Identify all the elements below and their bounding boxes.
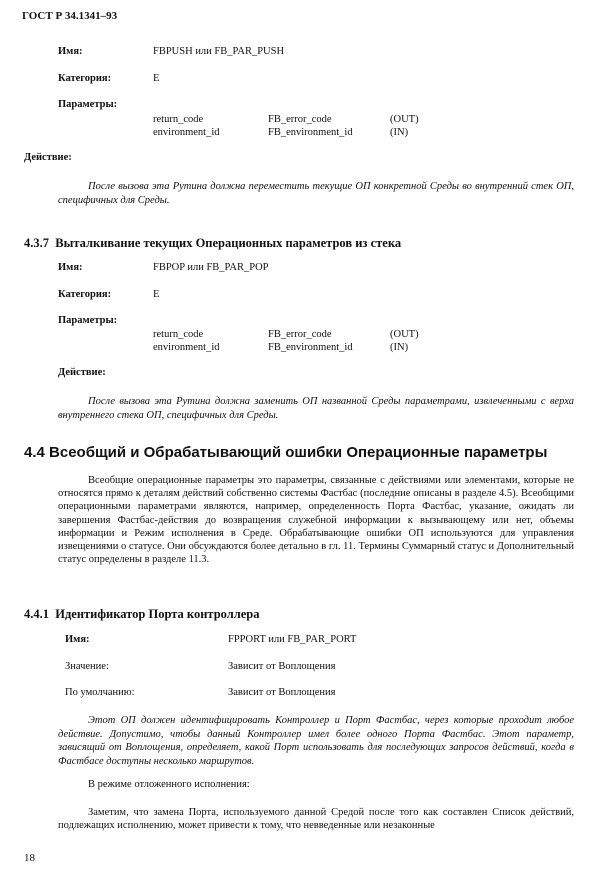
section-heading <box>24 607 260 622</box>
name-value: FBPUSH или FB_PAR_PUSH <box>153 46 285 57</box>
section-number: 4.4 <box>24 444 45 461</box>
default-label: По умолчанию: <box>65 687 135 698</box>
section-title: Выталкивание текущих Операционных параметров из стека <box>55 236 402 250</box>
deferred-text: В режиме отложенного исполнения: <box>88 779 250 790</box>
section-heading <box>24 444 547 461</box>
section-number: 4.4.1 <box>24 607 49 621</box>
param-dir: (OUT) <box>390 329 419 340</box>
param-name: return_code <box>153 114 204 125</box>
default-value: Зависит от Воплощения <box>228 687 336 698</box>
section-title: Всеобщий и Обрабатывающий ошибки Операционные параметры <box>49 444 548 461</box>
param-dir: (IN) <box>390 127 409 138</box>
name-label: Имя: <box>65 634 90 645</box>
section-heading <box>24 236 401 251</box>
page-number: 18 <box>24 852 35 864</box>
category-label: Категория: <box>58 289 112 300</box>
action-label: Действие: <box>58 367 106 378</box>
param-type: FB_error_code <box>268 329 332 340</box>
name-label: Имя: <box>58 262 83 273</box>
param-type: FB_environment_id <box>268 127 353 138</box>
name-label: Имя: <box>58 46 83 57</box>
param-name: environment_id <box>153 342 220 353</box>
param-dir: (IN) <box>390 342 409 353</box>
last-paragraph: Заметим, что замена Порта, используемого данной Средой после того как составлен Список действий, подлежащих исполнению, может привести к тому, что невведенные или незаконные <box>58 807 574 832</box>
category-value: E <box>153 73 160 84</box>
name-value: FBPOP или FB_PAR_POP <box>153 262 269 273</box>
param-name: return_code <box>153 329 204 340</box>
category-label: Категория: <box>58 73 112 84</box>
param-type: FB_environment_id <box>268 342 353 353</box>
params-label: Параметры: <box>58 99 118 110</box>
page-header: ГОСТ Р 34.1341–93 <box>22 10 118 22</box>
action-text: После вызова эта Рутина должна заменить ОП названной Среды параметрами, извлеченными с верха внутреннего стека ОП, специфичных для Среды. <box>58 396 574 421</box>
category-value: E <box>153 289 160 300</box>
section-title: Идентификатор Порта контроллера <box>55 607 260 621</box>
italic-paragraph: Этот ОП должен идентифицировать Контроллер и Порт Фастбас, через которые проходит любое действие. Допустимо, чтобы данный Контроллер имел более одного Порта Фастбас. Этот параметр, зависящий от Воплощения, определяет, какой Порт использовать для последующих запросов действий, когда в Фастбасе доступны несколько маршрутов. <box>58 715 574 767</box>
value-value: Зависит от Воплощения <box>228 661 336 672</box>
param-name: environment_id <box>153 127 220 138</box>
name-value: FPPORT или FB_PAR_PORT <box>228 634 357 645</box>
params-label: Параметры: <box>58 315 118 326</box>
action-text: После вызова эта Рутина должна переместить текущие ОП конкретной Среды во внутренний стек ОП, специфичных для Среды. <box>58 181 574 206</box>
param-type: FB_error_code <box>268 114 332 125</box>
section-body: Всеобщие операционные параметры это параметры, связанные с действиями или элементами, которые не относятся прямо к деталям действий собственно системы Фастбас (последние описаны в разделе 4.5). Всеобщими операционными параметрами являются, например, определенность Порта Фастбас, указание, ожидать ли завершения Фастбас-действия до возвращения служебной информации к вызывающему или нет, объемы информации и Режим исполнения в Среде. Обрабатывающие ошибки ОП используются для управления извещениями о статусе. Они обсуждаются более детально в гл. 11. Термины Суммарный статус и Дополнительный статус определены в разделе 11.3. <box>58 475 574 566</box>
action-label: Действие: <box>24 152 72 163</box>
param-dir: (OUT) <box>390 114 419 125</box>
section-number: 4.3.7 <box>24 236 49 250</box>
value-label: Значение: <box>65 661 109 672</box>
